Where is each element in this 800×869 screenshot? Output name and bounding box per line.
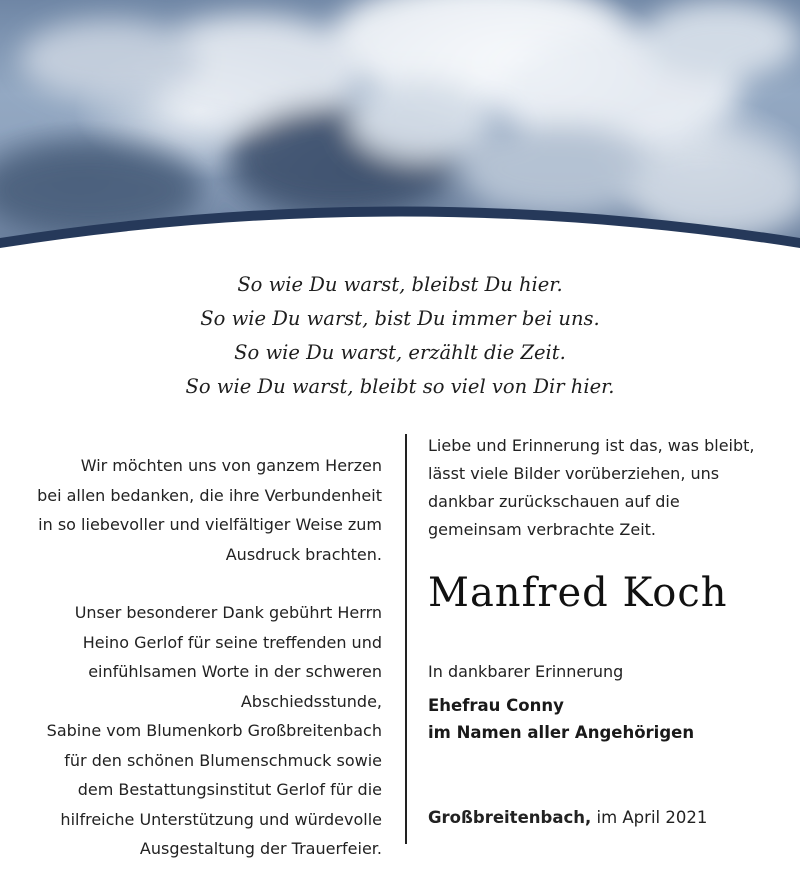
poem-line: So wie Du warst, erzählt die Zeit.: [234, 341, 566, 364]
text-line: Unser besonderer Dank gebührt Herrn: [74, 603, 382, 622]
memory-line: In dankbarer Erinnerung: [428, 662, 624, 681]
place-date: [428, 808, 707, 827]
text-line: bei allen bedanken, die ihre Verbundenheit: [37, 485, 382, 505]
text-line: Abschiedsstunde,: [240, 691, 382, 711]
signer-line: Ehefrau Conny: [428, 696, 564, 715]
text-line: Sabine vom Blumenkorb Großbreitenbach: [46, 721, 382, 740]
thanks-paragraph: [20, 598, 382, 864]
quote-text: [428, 432, 788, 544]
text-line: dem Bestattungsinstitut Gerlof für die: [77, 780, 382, 799]
signers: [428, 692, 694, 746]
text-line: Heino Gerlof für seine treffenden und: [82, 632, 382, 652]
text-line: einfühlsamen Worte in der schweren: [88, 662, 382, 681]
text-line: Ausdruck brachten.: [225, 544, 382, 564]
deceased-name: Manfred Koch: [428, 570, 728, 616]
cloud-sky-image: [0, 0, 800, 270]
thanks-paragraph: [20, 451, 382, 569]
text-line: Wir möchten uns von ganzem Herzen: [80, 456, 382, 475]
place-town: Großbreitenbach,: [428, 808, 592, 827]
thanks-text: [20, 451, 382, 864]
poem-line: So wie Du warst, bist Du immer bei uns.: [200, 307, 600, 330]
memorial-quote: [428, 432, 788, 544]
column-divider: [405, 434, 407, 844]
text-line: gemeinsam verbrachte Zeit.: [428, 520, 657, 539]
text-line: für den schönen Blumenschmuck sowie: [64, 750, 382, 770]
text-line: dankbar zurückschauen auf die: [428, 492, 680, 511]
text-line: in so liebevoller und vielfältiger Weise zum: [38, 515, 382, 534]
poem-line: So wie Du warst, bleibt so viel von Dir hier.: [185, 375, 615, 398]
cloud-sky-banner: [0, 0, 800, 270]
place-date-text: im April 2021: [591, 808, 708, 827]
text-line: hilfreiche Unterstützung und würdevolle: [60, 809, 382, 829]
poem: [0, 268, 800, 404]
signer-line: im Namen aller Angehörigen: [428, 723, 695, 742]
poem-line: So wie Du warst, bleibst Du hier.: [237, 273, 563, 296]
text-line: Liebe und Erinnerung ist das, was bleibt,: [428, 436, 755, 455]
text-line: lässt viele Bilder vorüberziehen, uns: [428, 464, 720, 483]
text-line: Ausgestaltung der Trauerfeier.: [139, 839, 382, 858]
